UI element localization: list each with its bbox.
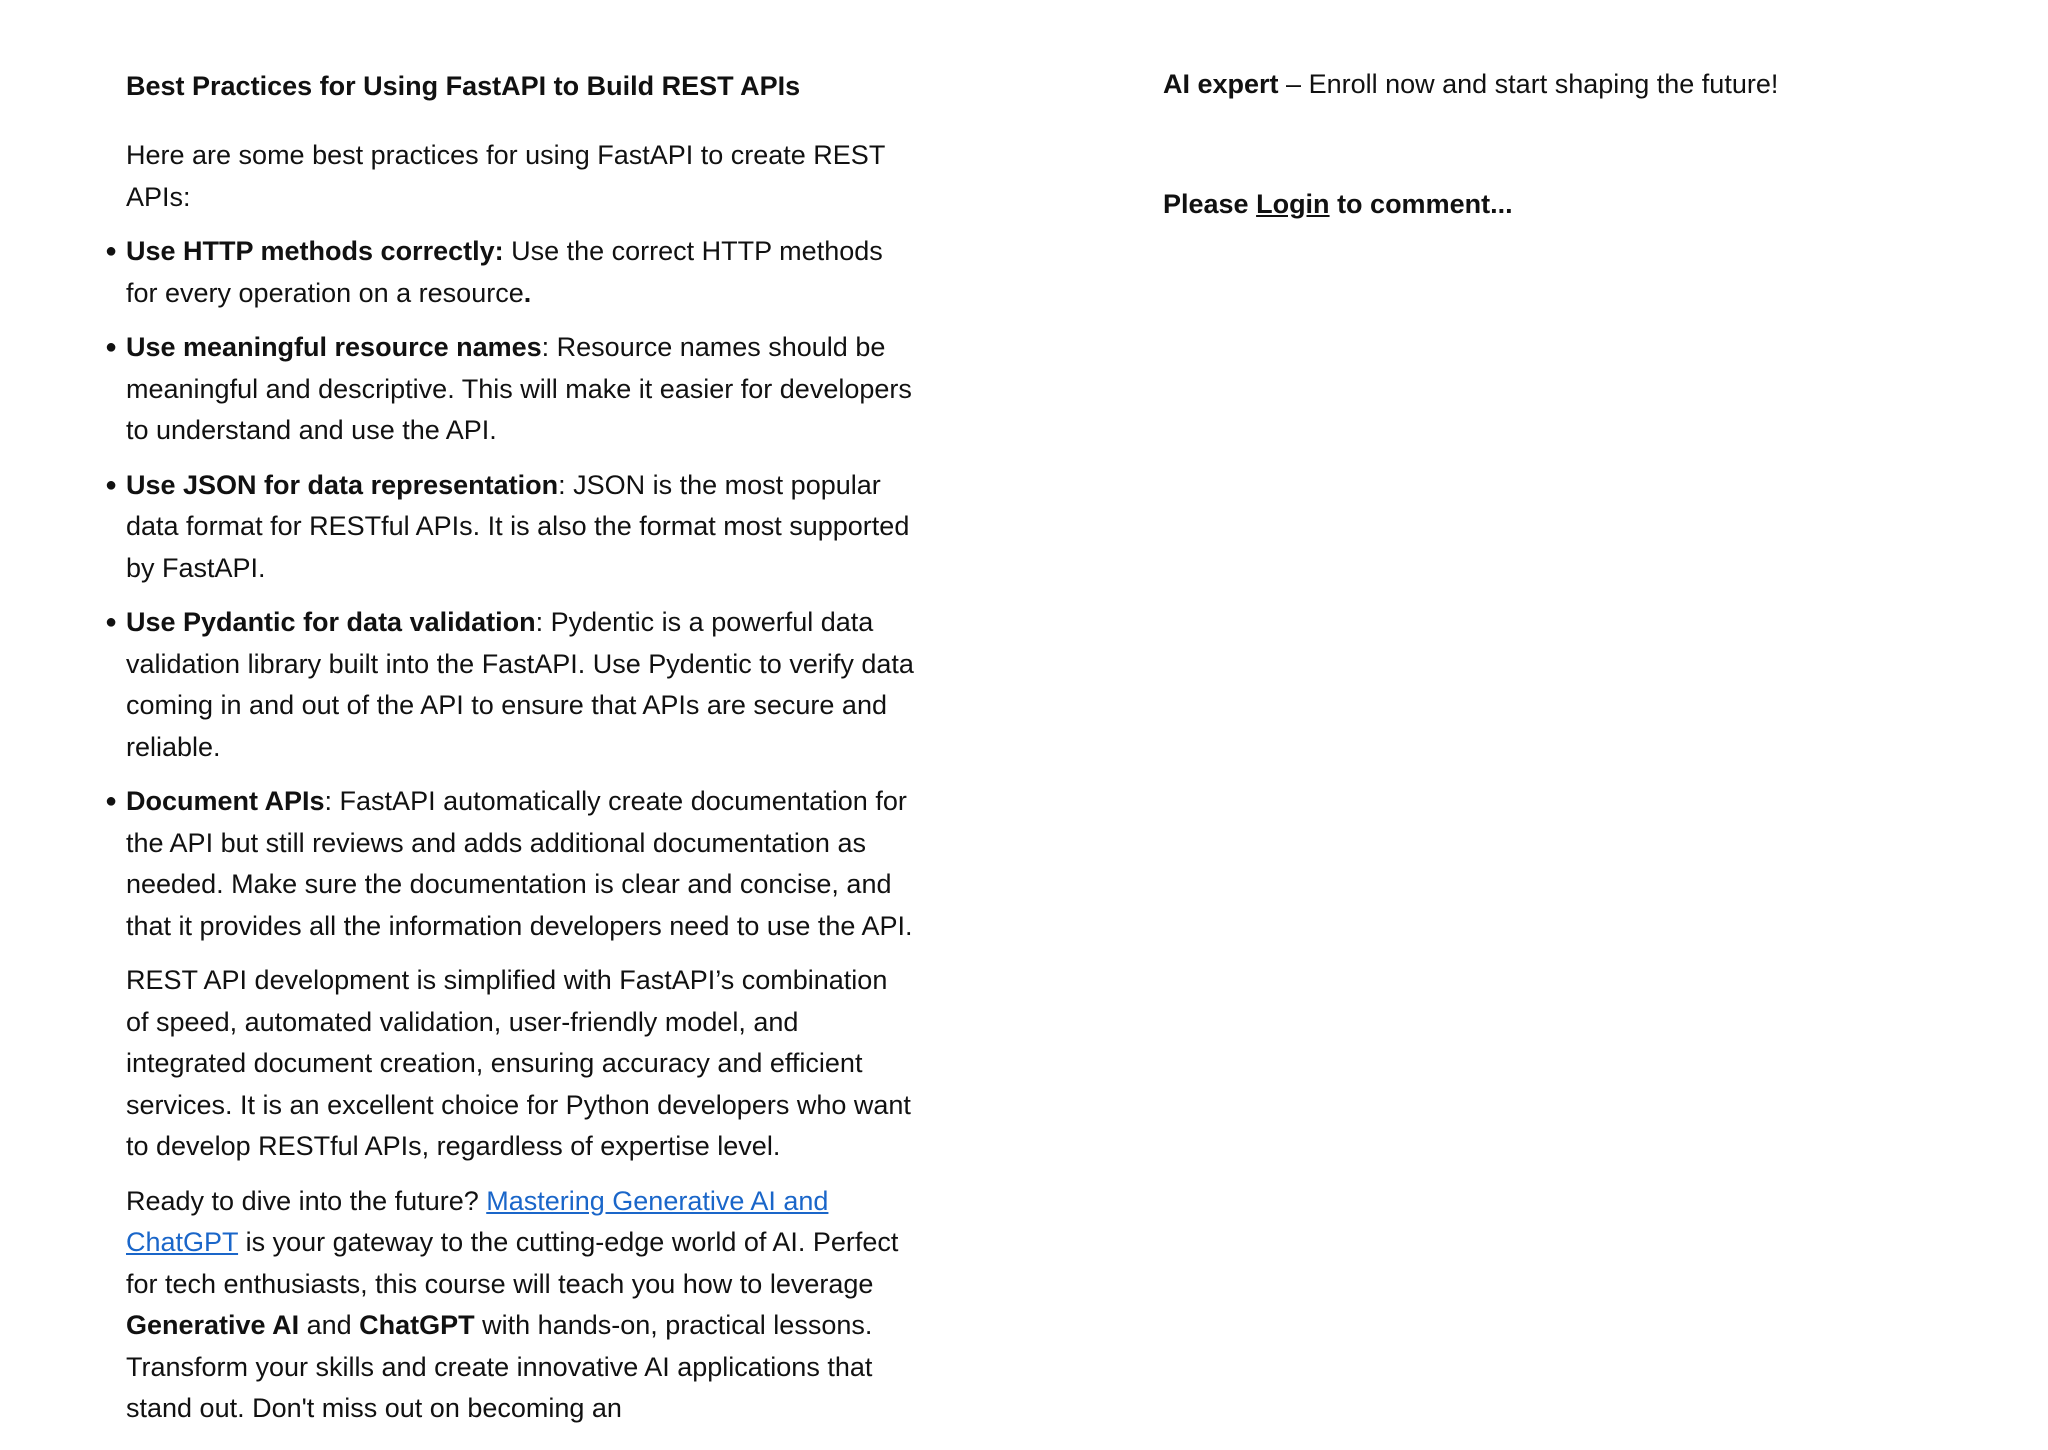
practice-term: Use meaningful resource names	[126, 332, 542, 362]
list-item	[105, 781, 916, 947]
best-practices-list	[105, 231, 916, 947]
bullet-icon: ●	[105, 611, 118, 633]
practice-trailing: .	[523, 277, 532, 308]
article-right-column	[1163, 64, 1963, 225]
bullet-icon: ●	[105, 336, 118, 358]
practice-text: : Pydentic is a powerful data validation library built into the FastAPI. Use Pydentic to verify data coming in and out of the API to ensure that APIs are secure and reliable.	[126, 607, 914, 762]
list-item	[105, 231, 916, 314]
list-item	[105, 465, 916, 590]
bullet-icon: ●	[105, 473, 118, 496]
article-left-column	[105, 64, 916, 1443]
practice-text: : JSON is the most popular data format for RESTful APIs. It is also the format most supported by FastAPI.	[126, 469, 910, 583]
promo-and: and	[299, 1310, 360, 1340]
promo-closing: – Enroll now and start shaping the future!	[1278, 69, 1779, 99]
promo-bold-ai-expert: AI expert	[1163, 69, 1279, 99]
promo-lead: Ready to dive into the future?	[126, 1185, 487, 1216]
practice-term: Use JSON for data representation	[126, 469, 559, 500]
list-item	[105, 602, 916, 768]
bullet-icon: ●	[105, 790, 118, 812]
practice-text: : FastAPI automatically create documentation for the API but still reviews and adds additional documentation as needed. Make sure the documentation is clear and concise, and that it provides all the information developers need to use the API.	[126, 786, 913, 941]
comment-suffix: to comment...	[1329, 188, 1513, 219]
practice-text: Use the correct HTTP methods for every operation on a resource	[126, 236, 883, 308]
practice-text: : Resource names should be meaningful and descriptive. This will make it easier for developers to understand and use the API.	[126, 332, 912, 445]
promo-continuation	[1163, 64, 1963, 106]
promo-paragraph	[126, 1181, 916, 1430]
bullet-icon: ●	[105, 240, 118, 262]
practice-term: Use Pydantic for data validation	[126, 607, 536, 637]
promo-bold-generative-ai: Generative AI	[126, 1310, 300, 1340]
practice-term: Document APIs	[126, 786, 325, 816]
comment-prefix: Please	[1163, 188, 1257, 219]
promo-bold-chatgpt: ChatGPT	[359, 1310, 475, 1340]
login-link[interactable]: Login	[1256, 188, 1330, 219]
practice-term: Use HTTP methods correctly:	[126, 236, 504, 266]
article-title: Best Practices for Using FastAPI to Build REST APIs	[126, 71, 801, 101]
list-item	[105, 327, 916, 452]
promo-after-bold: with hands-on, practical lessons. Transform your skills and create innovative AI applications that stand out. Don't miss out on becoming an	[126, 1310, 873, 1423]
summary-paragraph: REST API development is simplified with FastAPI’s combination of speed, automated validation, user-friendly model, and integrated document creation, ensuring accuracy and efficient services. It is an excellent choice for Python developers who want to develop RESTful APIs, regardless of expertise level.	[126, 965, 911, 1161]
comment-prompt	[1163, 184, 1963, 226]
course-link[interactable]: Mastering Generative AI and ChatGPT	[126, 1185, 829, 1257]
promo-after-link: is your gateway to the cutting-edge world of AI. Perfect for tech enthusiasts, this course will teach you how to leverage	[126, 1227, 899, 1299]
intro-paragraph: Here are some best practices for using FastAPI to create REST APIs:	[126, 140, 885, 212]
